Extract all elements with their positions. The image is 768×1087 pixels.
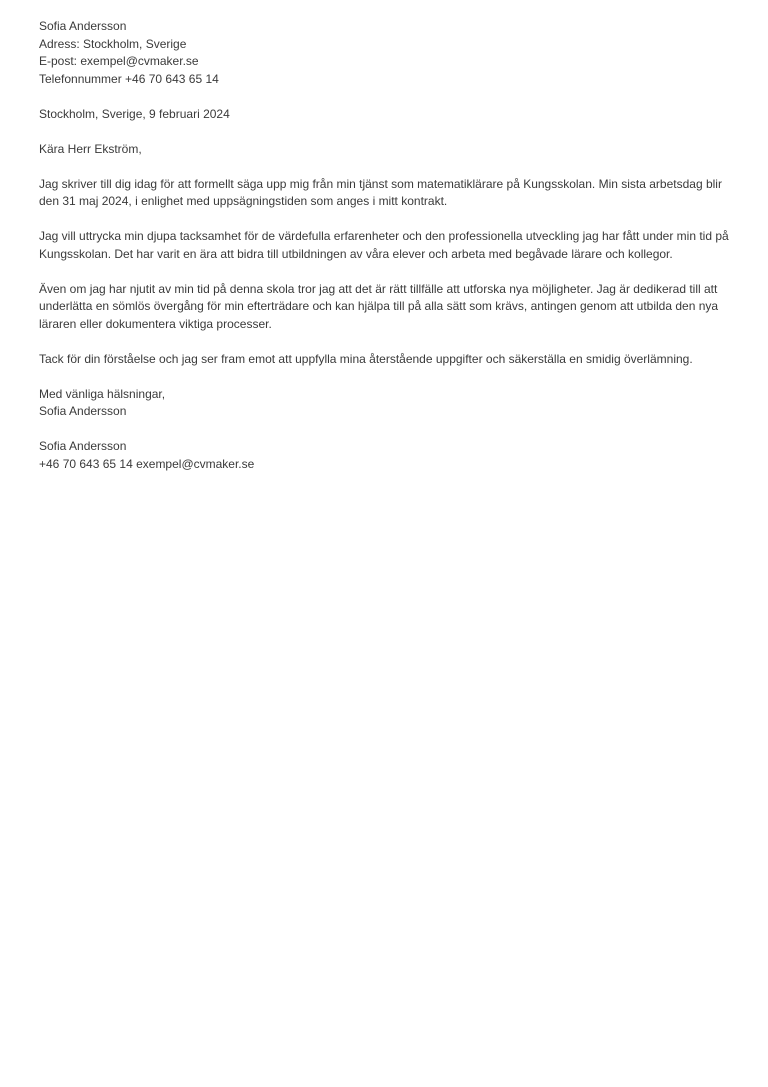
paragraph-line: Tack för din förståelse och jag ser fram emot att uppfylla mina återstående uppgifter och säkerställa en smidig överlämning. bbox=[39, 351, 693, 366]
paragraph-line: Även om jag har njutit av min tid på denna skola tror jag att det är rätt tillfälle att utforska nya möjligheter. Jag är dedikerad till att bbox=[39, 281, 718, 296]
closing-block bbox=[39, 386, 731, 421]
signature-name: Sofia Andersson bbox=[39, 439, 127, 453]
closing-name: Sofia Andersson bbox=[39, 404, 127, 418]
letter-page bbox=[39, 18, 731, 491]
body-paragraph-2 bbox=[39, 228, 731, 263]
body-paragraph-3 bbox=[39, 281, 731, 334]
paragraph-line: Jag vill uttrycka min djupa tacksamhet för de värdefulla erfarenheter och den professionella utveckling jag har fått under min tid på bbox=[39, 229, 729, 243]
signature-contact: +46 70 643 65 14 exempel@cvmaker.se bbox=[39, 456, 255, 471]
signature-block bbox=[39, 438, 731, 473]
closing-phrase: Med vänliga hälsningar, bbox=[39, 386, 166, 401]
paragraph-line: läraren eller dokumentera viktiga processer. bbox=[39, 316, 272, 331]
body-paragraph-4 bbox=[39, 351, 731, 369]
paragraph-line: Jag skriver till dig idag för att formellt säga upp mig från min tjänst som matematiklärare på Kungsskolan. Min sista arbetsdag blir bbox=[39, 176, 722, 191]
body-paragraph-1 bbox=[39, 176, 731, 211]
sender-email: E-post: exempel@cvmaker.se bbox=[39, 54, 199, 68]
sender-block bbox=[39, 18, 731, 88]
salutation-block bbox=[39, 141, 731, 159]
date-line: Stockholm, Sverige, 9 februari 2024 bbox=[39, 106, 230, 121]
paragraph-line: underlätta en sömlös övergång för min efterträdare och kan hjälpa till på alla sätt som krävs, antingen genom att utbilda den nya bbox=[39, 299, 719, 313]
salutation: Kära Herr Ekström, bbox=[39, 141, 142, 156]
date-block bbox=[39, 106, 731, 124]
paragraph-line: Kungsskolan. Det har varit en ära att bidra till utbildningen av våra elever och arbeta med begåvade lärare och kollegor. bbox=[39, 246, 673, 261]
sender-phone: Telefonnummer +46 70 643 65 14 bbox=[39, 71, 219, 86]
sender-address: Adress: Stockholm, Sverige bbox=[39, 36, 187, 51]
paragraph-line: den 31 maj 2024, i enlighet med uppsägningstiden som anges i mitt kontrakt. bbox=[39, 194, 448, 208]
sender-name: Sofia Andersson bbox=[39, 19, 127, 33]
